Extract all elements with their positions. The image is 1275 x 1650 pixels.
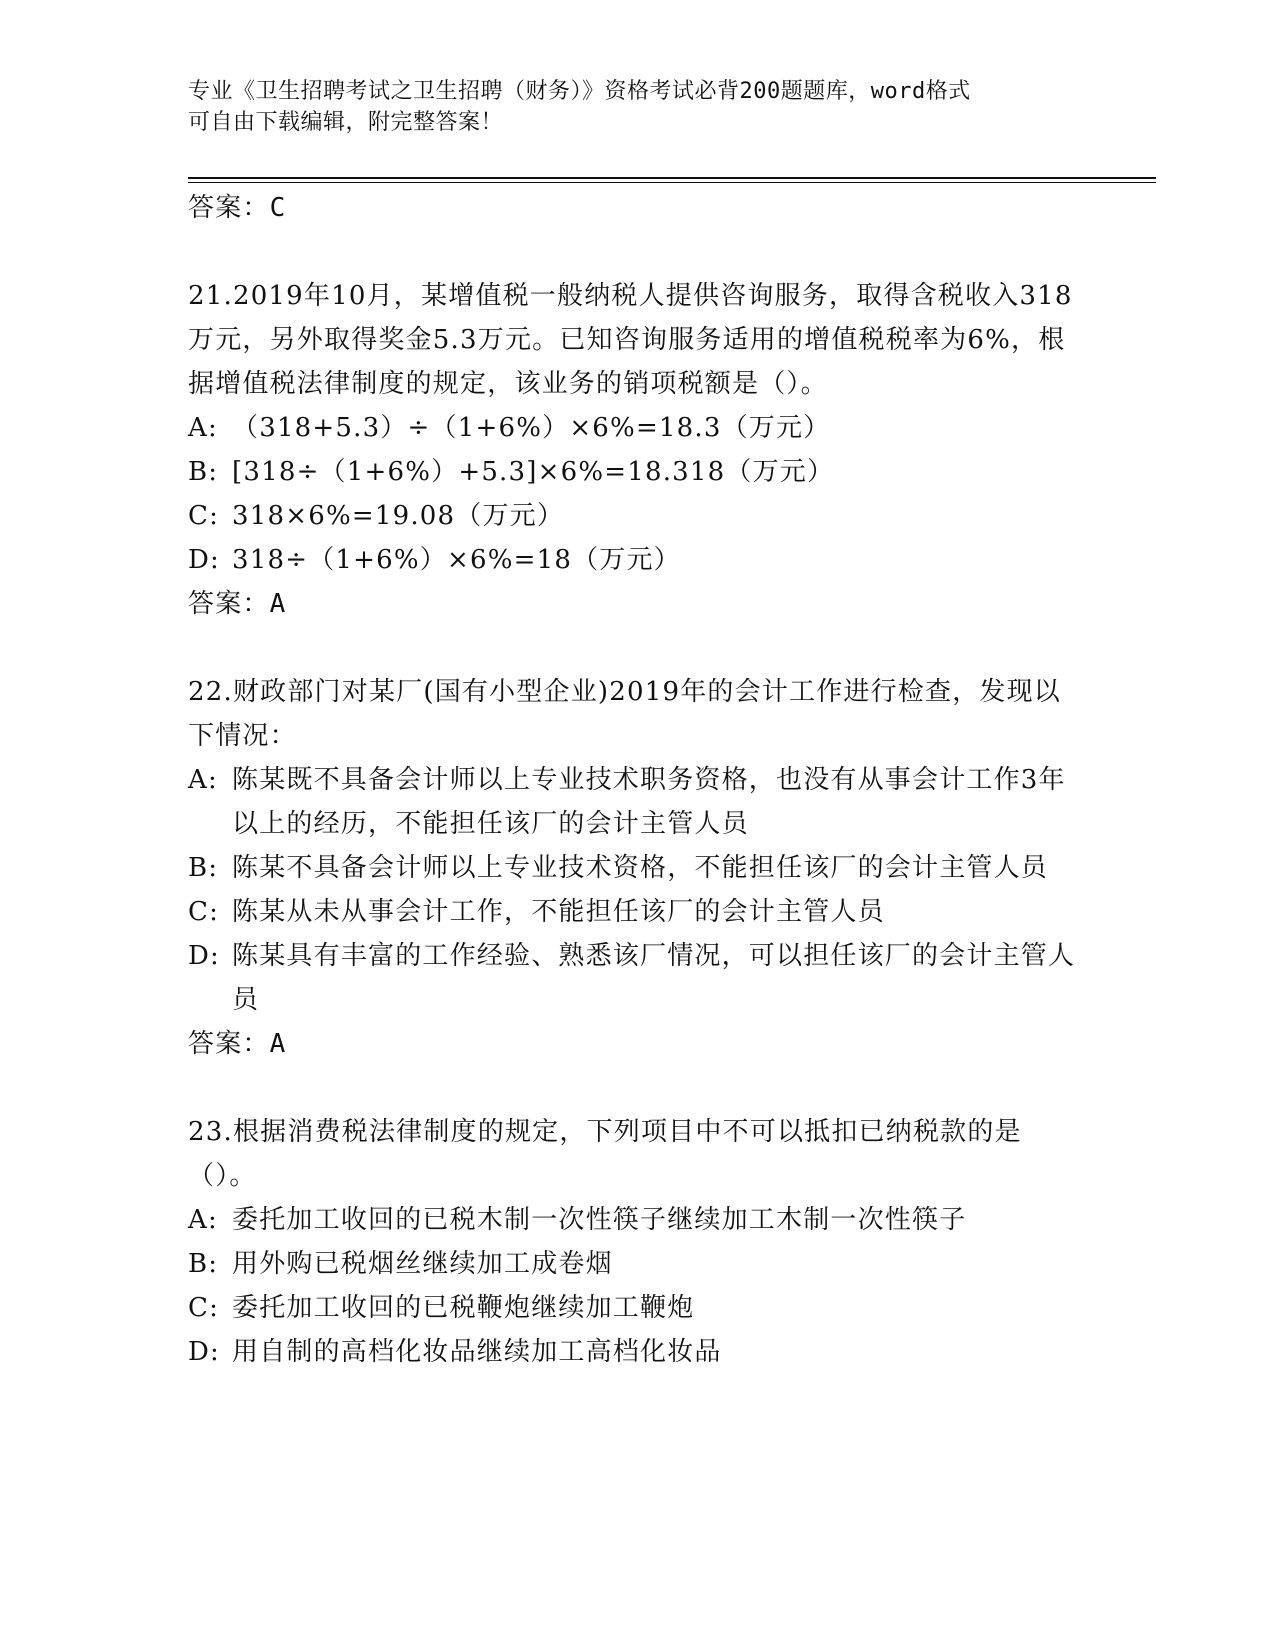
- option-letter: C:: [188, 897, 220, 927]
- page-header: [188, 76, 1088, 138]
- answer-label: 答案：: [188, 193, 270, 223]
- option-c: [188, 1286, 1088, 1330]
- question-content: [188, 186, 1088, 1374]
- answer-value: A: [269, 589, 287, 619]
- option-letter: D:: [188, 941, 221, 971]
- option-a: [188, 406, 1088, 450]
- answer-value: A: [269, 1029, 287, 1059]
- question-text: 21.2019年10月，某增值税一般纳税人提供咨询服务，取得含税收入318万元，另外取得奖金5.3万元。已知咨询服务适用的增值税税率为6%，根据增值税法律制度的规定，该业务的销项税额是（）。: [188, 281, 1073, 399]
- question-text: 23.根据消费税法律制度的规定，下列项目中不可以抵扣已纳税款的是（）。: [188, 1117, 1022, 1191]
- option-text: [318÷（1+6%）+5.3]×6%=18.318（万元）: [232, 457, 835, 487]
- option-text: 委托加工收回的已税鞭炮继续加工鞭炮: [232, 1293, 695, 1323]
- header-divider-thin: [188, 182, 1156, 183]
- option-letter: B:: [188, 1249, 219, 1279]
- option-text: 陈某不具备会计师以上专业技术资格，不能担任该厂的会计主管人员: [232, 853, 1049, 883]
- answer-label: 答案：: [188, 1029, 270, 1059]
- option-letter: A:: [188, 413, 218, 443]
- option-text: 318×6%=19.08（万元）: [232, 501, 565, 531]
- answer-line: [188, 582, 1088, 626]
- option-letter: D:: [188, 1337, 221, 1367]
- option-letter: B:: [188, 457, 219, 487]
- question-22: [188, 670, 1088, 1066]
- option-text: 用外购已税烟丝继续加工成卷烟: [232, 1249, 613, 1279]
- option-b: [188, 1242, 1088, 1286]
- option-a: [188, 1198, 1088, 1242]
- option-d: [188, 538, 1088, 582]
- option-d: [188, 934, 1088, 1022]
- option-text: 陈某具有丰富的工作经验、熟悉该厂情况，可以担任该厂的会计主管人员: [232, 941, 1076, 1015]
- option-letter: A:: [188, 1205, 218, 1235]
- answer-line-prev: [188, 186, 1088, 230]
- option-b: [188, 846, 1088, 890]
- option-text: 318÷（1+6%）×6%=18（万元）: [232, 545, 681, 575]
- option-c: [188, 890, 1088, 934]
- header-title-line-1: 专业《卫生招聘考试之卫生招聘（财务）》资格考试必背200题题库，word格式: [188, 79, 971, 104]
- answer-line: [188, 1022, 1088, 1066]
- option-letter: B:: [188, 853, 219, 883]
- option-letter: C:: [188, 1293, 220, 1323]
- answer-value: C: [269, 193, 287, 223]
- question-23: [188, 1110, 1088, 1374]
- header-title-line-2: 可自由下载编辑，附完整答案！: [188, 110, 504, 135]
- answer-label: 答案：: [188, 589, 270, 619]
- option-letter: A:: [188, 765, 218, 795]
- option-text: 用自制的高档化妆品继续加工高档化妆品: [232, 1337, 722, 1367]
- option-text: （318+5.3）÷（1+6%）×6%=18.3（万元）: [232, 413, 831, 443]
- option-text: 陈某既不具备会计师以上专业技术职务资格，也没有从事会计工作3年以上的经历，不能担任该厂的会计主管人员: [232, 765, 1066, 839]
- option-text: 陈某从未从事会计工作，不能担任该厂的会计主管人员: [232, 897, 885, 927]
- option-text: 委托加工收回的已税木制一次性筷子继续加工木制一次性筷子: [232, 1205, 967, 1235]
- question-text: 22.财政部门对某厂(国有小型企业)2019年的会计工作进行检查，发现以下情况：: [188, 677, 1062, 751]
- option-c: [188, 494, 1088, 538]
- option-b: [188, 450, 1088, 494]
- question-21: [188, 274, 1088, 626]
- option-letter: D:: [188, 545, 221, 575]
- header-divider-thick: [188, 177, 1156, 179]
- option-letter: C:: [188, 501, 220, 531]
- option-d: [188, 1330, 1088, 1374]
- option-a: [188, 758, 1088, 846]
